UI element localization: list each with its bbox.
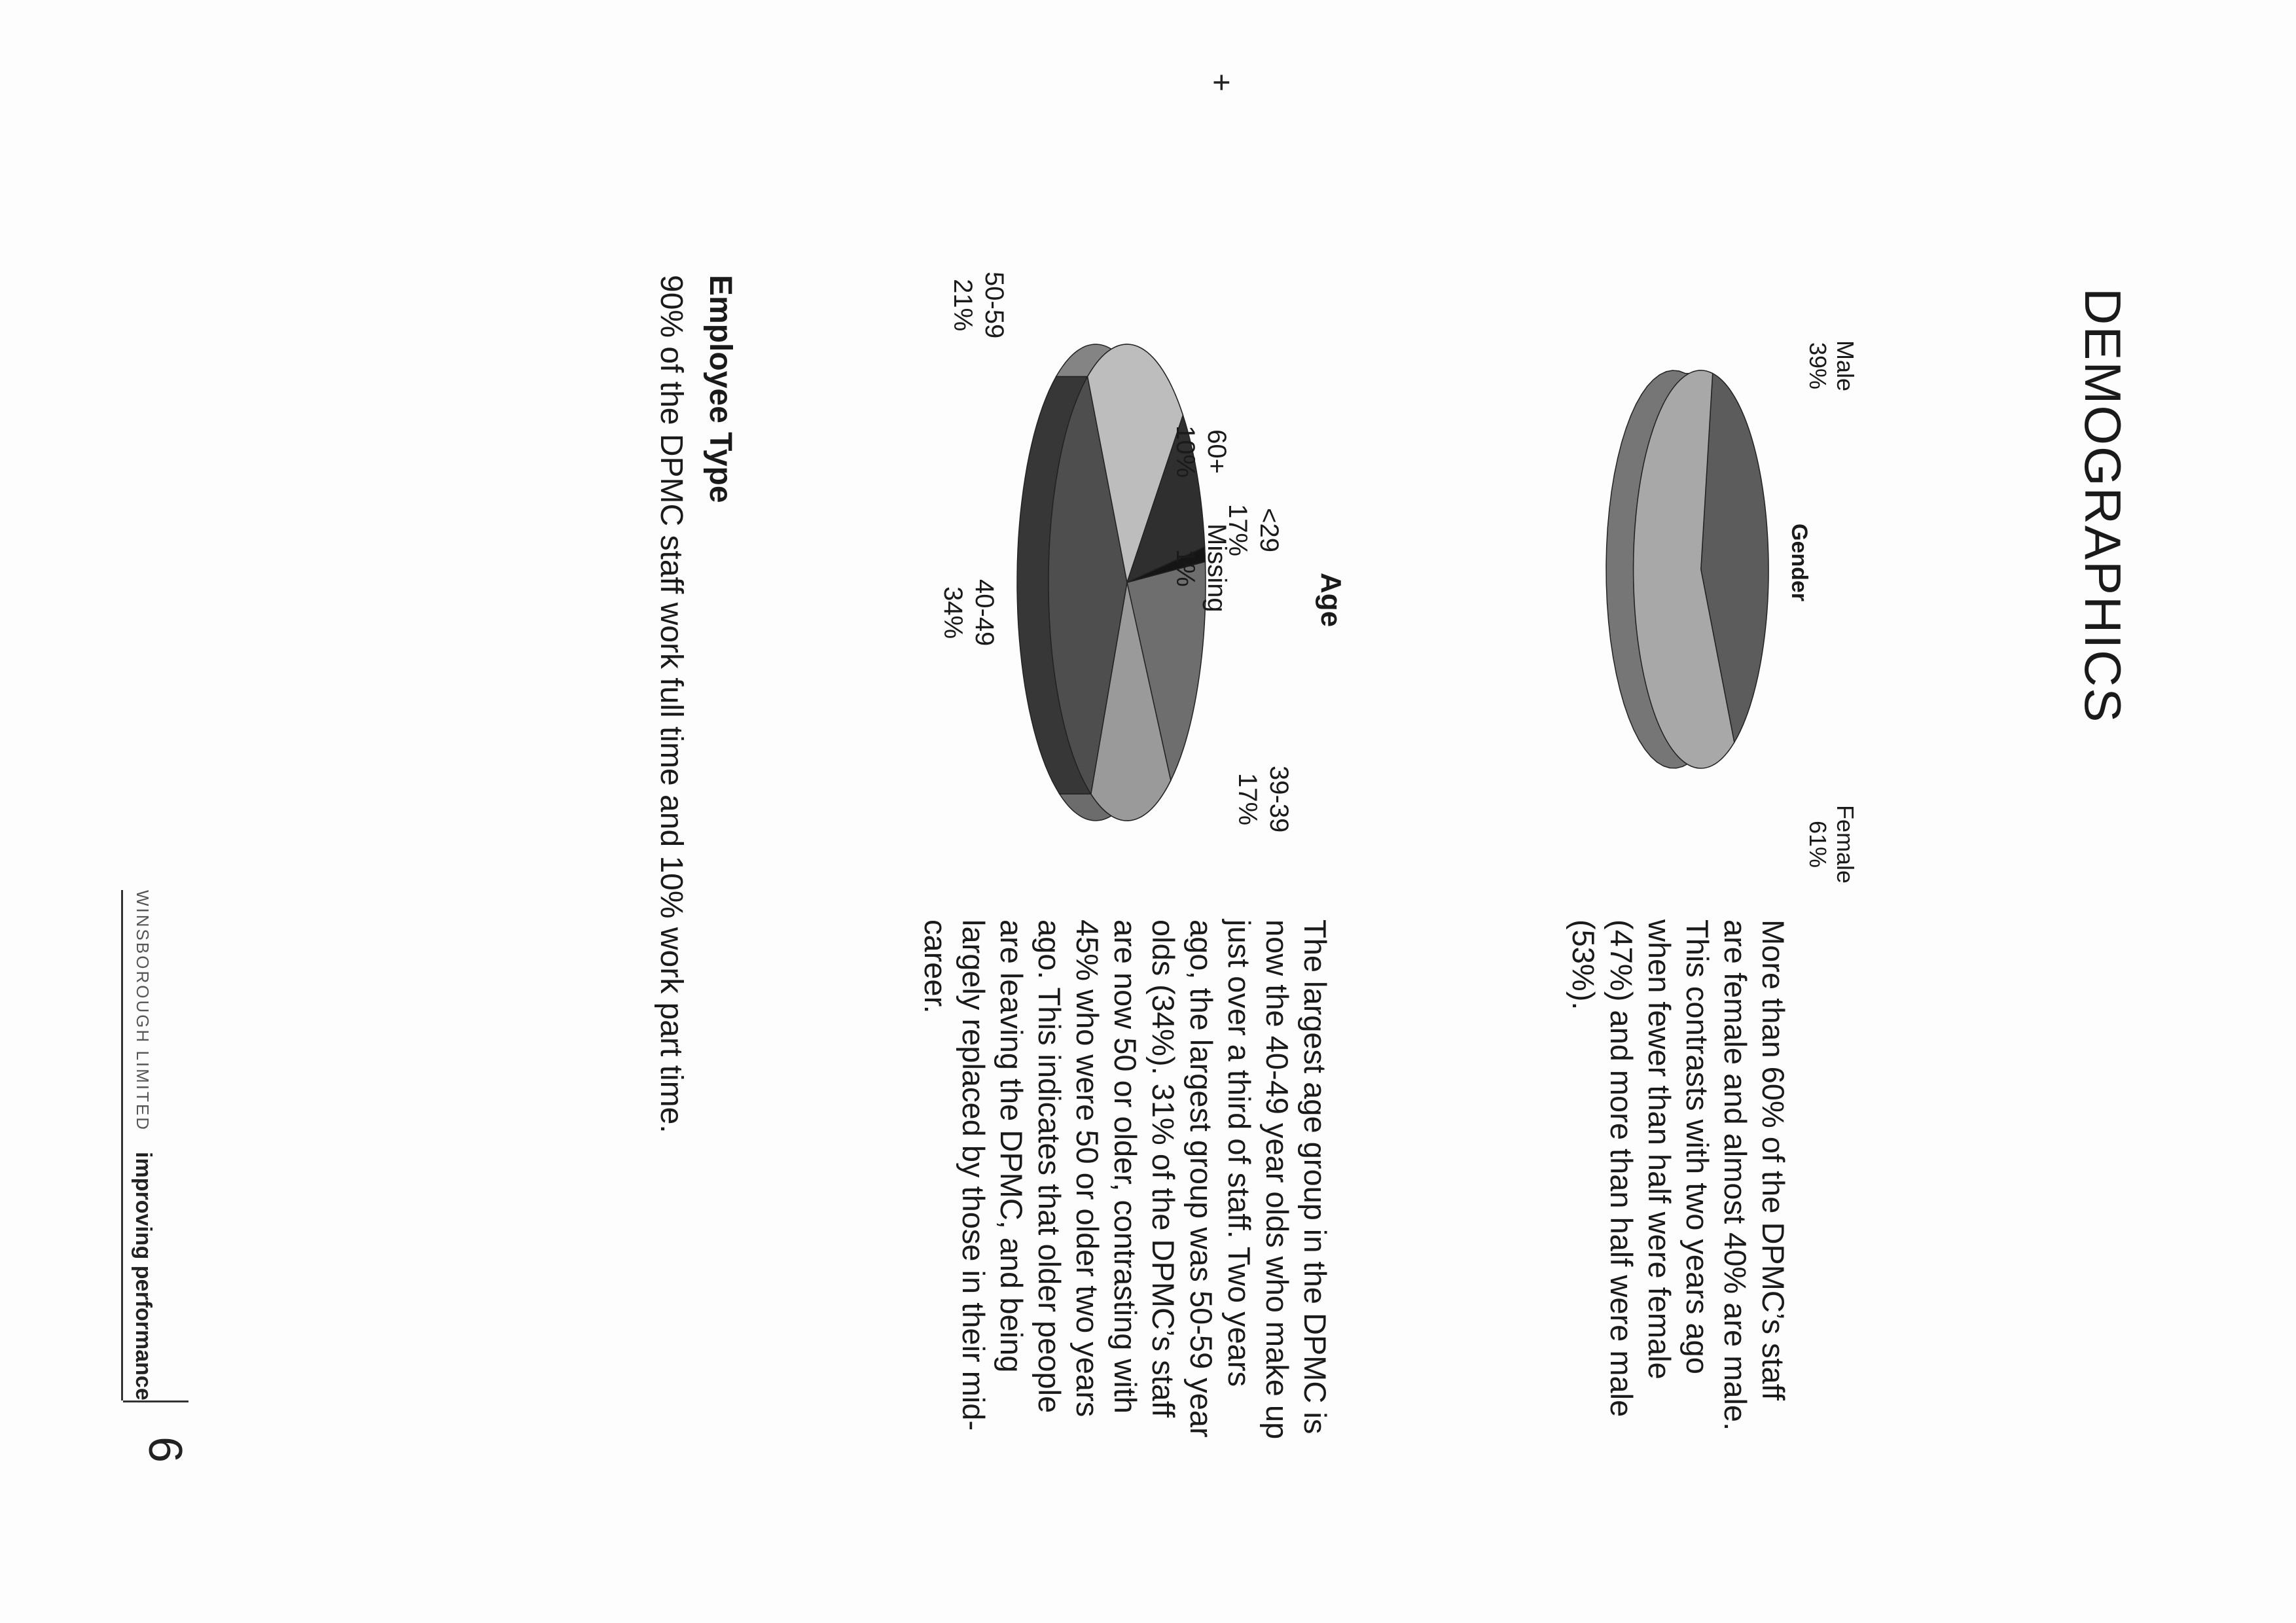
missing-category-label: Missing — [1202, 524, 1231, 613]
age-label-60-plus — [1170, 425, 1232, 478]
gender-label-female — [1804, 805, 1859, 883]
page-number: 6 — [139, 1436, 191, 1463]
gender-paragraph: More than 60% of the DPMC’s staff are female and almost 40% are male. This contrasts with two years ago when fewer than half were female (47%) and more than half were male (53%). — [1566, 919, 1791, 1431]
age-label-40-49 — [937, 579, 1000, 646]
page-title: DEMOGRAPHICS — [2074, 288, 2132, 724]
male-category-label: Male — [1832, 340, 1859, 392]
under-29-value-label: 17% — [1223, 504, 1252, 557]
missing-value-label: 1% — [1171, 548, 1200, 587]
footer-company-name: WINSBOROUGH LIMITED — [133, 890, 152, 1132]
female-value-label: 61% — [1804, 820, 1831, 868]
female-category-label: Female — [1832, 805, 1859, 884]
footer-divider — [121, 890, 123, 1400]
gender-pie-chart — [1602, 366, 1772, 772]
registration-mark: + — [1204, 73, 1238, 92]
age-paragraph: The largest age group in the DPMC is now the 40-49 year olds who make up just over a third of staff. Two years ago, the largest group was 50-59 year olds (34%). 31% of the DPMC’s staff are now 50 or older, contrasting with 45% who were 50 or older two years ago. This indicates that older people are leaving the DPMC, and being largely replaced by those in their mid- career. — [918, 919, 1333, 1440]
60-plus-value-label: 10% — [1171, 425, 1200, 478]
footer-tagline: improving performance — [131, 1152, 156, 1400]
age-chart-title: Age — [1315, 573, 1347, 628]
39-39-category-label: 39-39 — [1265, 766, 1293, 833]
age-label-missing — [1170, 524, 1232, 613]
employee-type-heading: Employee Type — [703, 275, 738, 503]
under-29-category-label: <29 — [1255, 508, 1283, 552]
50-59-value-label: 21% — [948, 279, 977, 332]
60-plus-category-label: 60+ — [1202, 429, 1231, 474]
40-49-category-label: 40-49 — [970, 579, 999, 647]
gender-chart-title: Gender — [1787, 524, 1812, 602]
gender-label-male — [1804, 340, 1859, 391]
50-59-category-label: 50-59 — [980, 272, 1009, 339]
age-label-39-39 — [1232, 766, 1295, 832]
footer-page-divider — [123, 1400, 188, 1402]
39-39-value-label: 17% — [1233, 773, 1262, 826]
male-value-label: 39% — [1804, 342, 1831, 390]
age-label-50-59 — [947, 272, 1010, 338]
employee-type-text: 90% of the DPMC staff work full time and 10% work part time. — [654, 275, 689, 1133]
40-49-value-label: 34% — [939, 586, 967, 639]
